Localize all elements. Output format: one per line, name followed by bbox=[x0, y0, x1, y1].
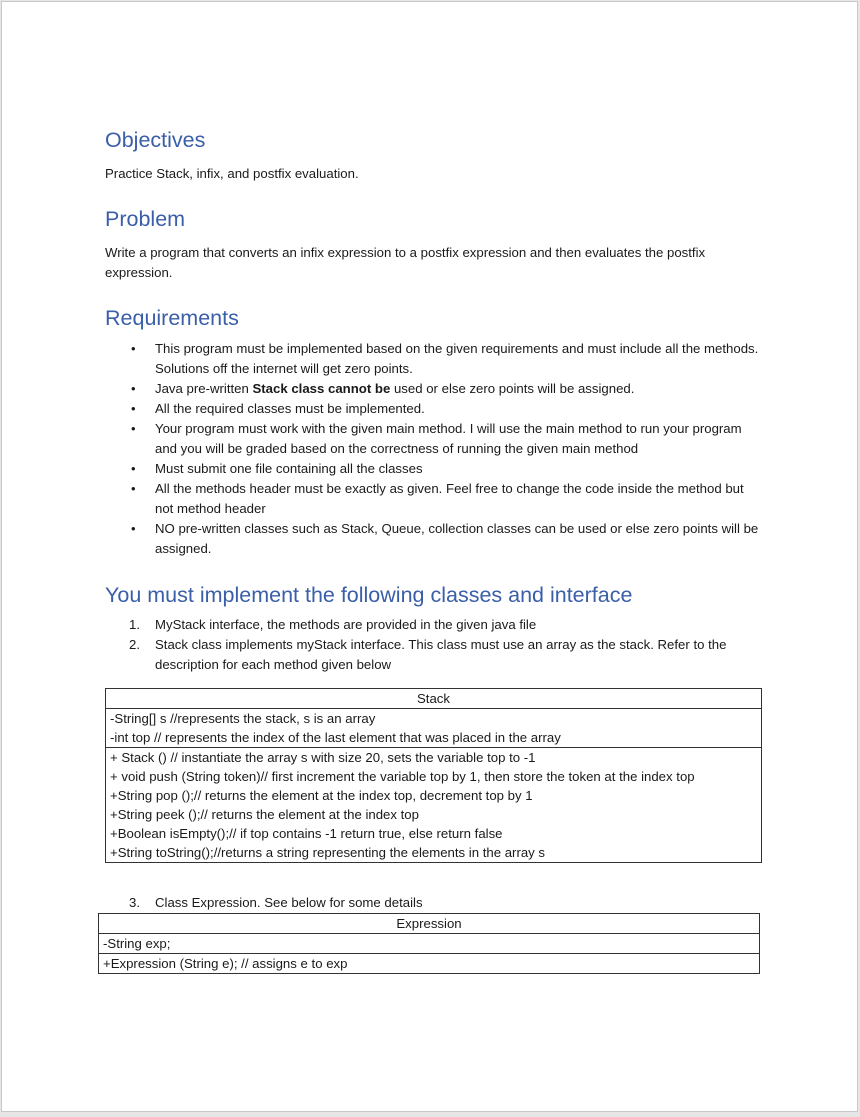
page-content bbox=[105, 128, 765, 974]
field-row: -String[] s //represents the stack, s is an array bbox=[110, 711, 376, 727]
implement-heading: You must implement the following classes and interface bbox=[105, 583, 633, 608]
stack-methods-cell bbox=[106, 748, 762, 863]
expression-class-table bbox=[98, 913, 760, 974]
requirements-list bbox=[105, 339, 765, 559]
bullet-icon: • bbox=[131, 481, 136, 497]
bullet-icon: • bbox=[131, 401, 136, 417]
list-item: • Your program must work with the given main method. I will use the main method to run your program and you will be graded based on the correctness of running the given main method bbox=[131, 421, 742, 457]
stack-class-title: Stack bbox=[106, 689, 762, 709]
bullet-icon: • bbox=[131, 461, 136, 477]
list-item: • NO pre-written classes such as Stack, Queue, collection classes can be used or else zero points will be assigned. bbox=[131, 521, 759, 557]
method-row: +String pop ();// returns the element at the index top, decrement top by 1 bbox=[110, 788, 533, 804]
field-row: -int top // represents the index of the last element that was placed in the array bbox=[110, 730, 561, 746]
problem-heading: Problem bbox=[105, 206, 186, 231]
implement-list bbox=[105, 615, 765, 675]
stack-fields-cell bbox=[106, 709, 762, 748]
document-page bbox=[1, 1, 858, 1112]
list-item: 1. MyStack interface, the methods are provided in the given java file bbox=[129, 617, 537, 633]
list-item: • All the methods header must be exactly as given. Feel free to change the code inside the method but not method header bbox=[131, 481, 744, 517]
bullet-icon: • bbox=[131, 521, 136, 537]
method-row: +String peek ();// returns the element at the index top bbox=[110, 807, 419, 823]
method-row: + Stack () // instantiate the array s with size 20, sets the variable top to -1 bbox=[110, 750, 536, 766]
bullet-icon: • bbox=[131, 341, 136, 357]
stack-class-table bbox=[105, 688, 762, 863]
requirements-heading: Requirements bbox=[105, 305, 239, 330]
bullet-icon: • bbox=[131, 381, 136, 397]
list-item: • This program must be implemented based on the given requirements and must include all the methods. Solutions off the internet will get zero points. bbox=[131, 341, 759, 377]
method-row: +String toString();//returns a string representing the elements in the array s bbox=[110, 845, 546, 861]
list-item: • Java pre-written Stack class cannot be used or else zero points will be assigned. bbox=[105, 379, 765, 399]
method-row: +Boolean isEmpty();// if top contains -1 return true, else return false bbox=[110, 826, 503, 842]
method-row: + void push (String token)// first increment the variable top by 1, then store the token at the index top bbox=[110, 769, 695, 785]
bullet-icon: • bbox=[131, 421, 136, 437]
list-item: 2. Stack class implements myStack interface. This class must use an array as the stack. Refer to the description for each method given below bbox=[129, 637, 727, 673]
objectives-text: Practice Stack, infix, and postfix evaluation. bbox=[105, 165, 359, 181]
objectives-heading: Objectives bbox=[105, 128, 206, 152]
problem-text: Write a program that converts an infix expression to a postfix expression and then evaluates the postfix expression. bbox=[105, 244, 706, 280]
expression-field-cell: -String exp; bbox=[99, 934, 760, 954]
bold-text: Stack class cannot be bbox=[252, 381, 391, 397]
list-item: • All the required classes must be implemented. bbox=[105, 399, 765, 419]
expression-method-cell: +Expression (String e); // assigns e to exp bbox=[99, 954, 760, 974]
expression-class-title: Expression bbox=[99, 914, 760, 934]
list-item: • Must submit one file containing all the classes bbox=[105, 459, 765, 479]
implement-item-3: 3. Class Expression. See below for some details bbox=[129, 895, 423, 911]
